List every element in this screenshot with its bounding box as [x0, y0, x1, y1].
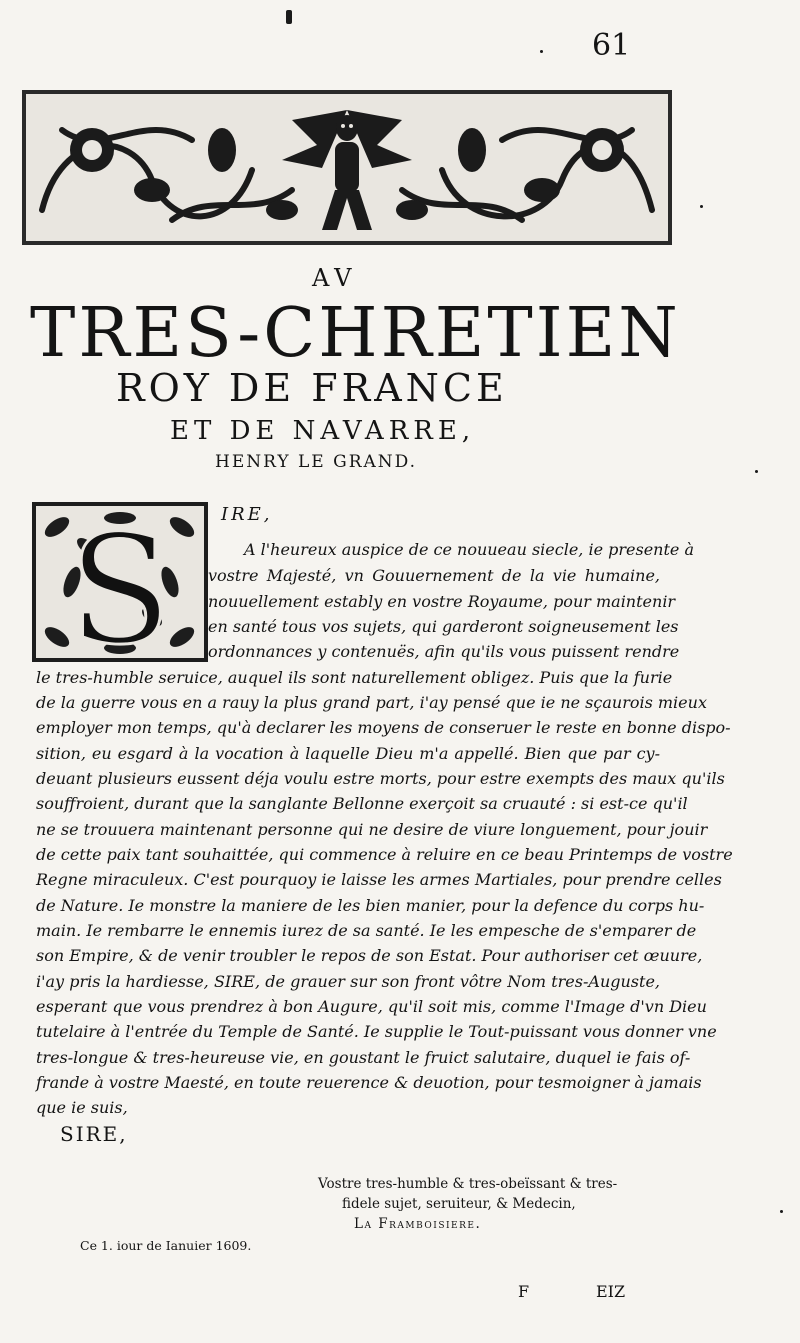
title-au: AV	[312, 264, 358, 292]
drop-cap-s	[32, 502, 208, 662]
body-line: son Empire, & de venir troubler le repos de son Estat. Pour authoriser cet œuure,	[36, 946, 703, 965]
body-line: Regne miraculeux. C'est pourquoy ie laisse les armes Martiales, pour prendre celles	[36, 870, 722, 889]
body-line: de cette paix tant souhaittée, qui commence à reluire en ce beau Printemps de vostre	[36, 845, 733, 864]
headpiece-ornament	[22, 90, 672, 245]
body-line: sition, eu esgard à la vocation à laquelle Dieu m'a appellé. Bien que par cy-	[36, 744, 660, 763]
body-line: frande à vostre Maesté, en toute reuerence & deuotion, pour tesmoigner à jamais	[36, 1073, 702, 1092]
letter-date: Ce 1. iour de Ianuier 1609.	[80, 1238, 252, 1253]
body-line: deuant plusieurs eussent déja voulu estre morts, pour estre exempts des maux qu'ils	[36, 769, 725, 788]
ink-speck	[780, 1210, 783, 1213]
title-henry-le-grand: HENRY LE GRAND.	[215, 452, 418, 472]
body-line: employer mon temps, qu'à declarer les moyens de conseruer le reste en bonne dispo-	[36, 718, 731, 737]
body-line: A l'heureux auspice de ce nouueau siecle, ie presente à	[244, 540, 695, 559]
page-number: 61	[592, 28, 631, 63]
body-line: de Nature. Ie monstre la maniere de les bien manier, pour la defence du corps hu-	[36, 896, 705, 915]
body-line: que ie suis,	[36, 1098, 128, 1117]
signature-block	[318, 1174, 617, 1234]
ink-speck	[286, 10, 292, 24]
body-line: de la guerre vous en a rauy la plus grand part, i'ay pensé que ie ne sçaurois mieux	[36, 693, 707, 712]
body-line: nouuellement estably en vostre Royaume, pour maintenir	[208, 592, 676, 611]
body-line: vostre Majesté, vn Gouuernement de la vie humaine,	[208, 566, 660, 585]
body-line: esperant que vous prendrez à bon Augure, qu'il soit mis, comme l'Image d'vn Dieu	[36, 997, 707, 1016]
title-roy-de-france: ROY DE FRANCE	[116, 366, 508, 410]
closing-sire: SIRE,	[60, 1122, 128, 1146]
body-line: ne se trouuera maintenant personne qui ne desire de viure longuement, pour jouir	[36, 820, 708, 839]
title-main: TRES-CHRETIEN	[30, 294, 681, 373]
signature-author-name: La Framboisiere.	[354, 1216, 482, 1232]
body-line: main. Ie rembarre le ennemis iurez de sa santé. Ie les empesche de s'emparer de	[36, 921, 697, 940]
salutation: IRE,	[221, 504, 273, 525]
body-line: tres-longue & tres-heureuse vie, en goustant le fruict salutaire, duquel ie fais of-	[36, 1048, 691, 1067]
title-et-de-navarre: ET DE NAVARRE,	[170, 416, 476, 446]
body-line: souffroient, durant que la sanglante Bellonne exerçoit sa cruauté : si est-ce qu'il	[36, 794, 688, 813]
signature-line-2: fidele sujet, seruiteur, & Medecin,	[342, 1196, 576, 1212]
ink-speck	[700, 205, 703, 208]
body-line: en santé tous vos sujets, qui garderont soigneusement les	[208, 617, 679, 636]
body-line: i'ay pris la hardiesse, SIRE, de grauer sur son front vôtre Nom tres-Auguste,	[36, 972, 660, 991]
signature-mark-letter: F	[518, 1282, 530, 1301]
ink-speck	[755, 470, 758, 473]
body-line: tutelaire à l'entrée du Temple de Santé. Ie supplie le Tout-puissant vous donner vne	[36, 1022, 717, 1041]
svg-text:S: S	[68, 504, 172, 662]
body-line: ordonnances y contenuës, afin qu'ils vous puissent rendre	[208, 642, 680, 661]
ink-speck	[540, 50, 543, 53]
signature-mark-number: EIZ	[596, 1282, 626, 1301]
body-line: le tres-humble seruice, auquel ils sont naturellement obligez. Puis que la furie	[36, 668, 673, 687]
signature-line-1: Vostre tres-humble & tres-obeïssant & tres-	[318, 1176, 618, 1192]
